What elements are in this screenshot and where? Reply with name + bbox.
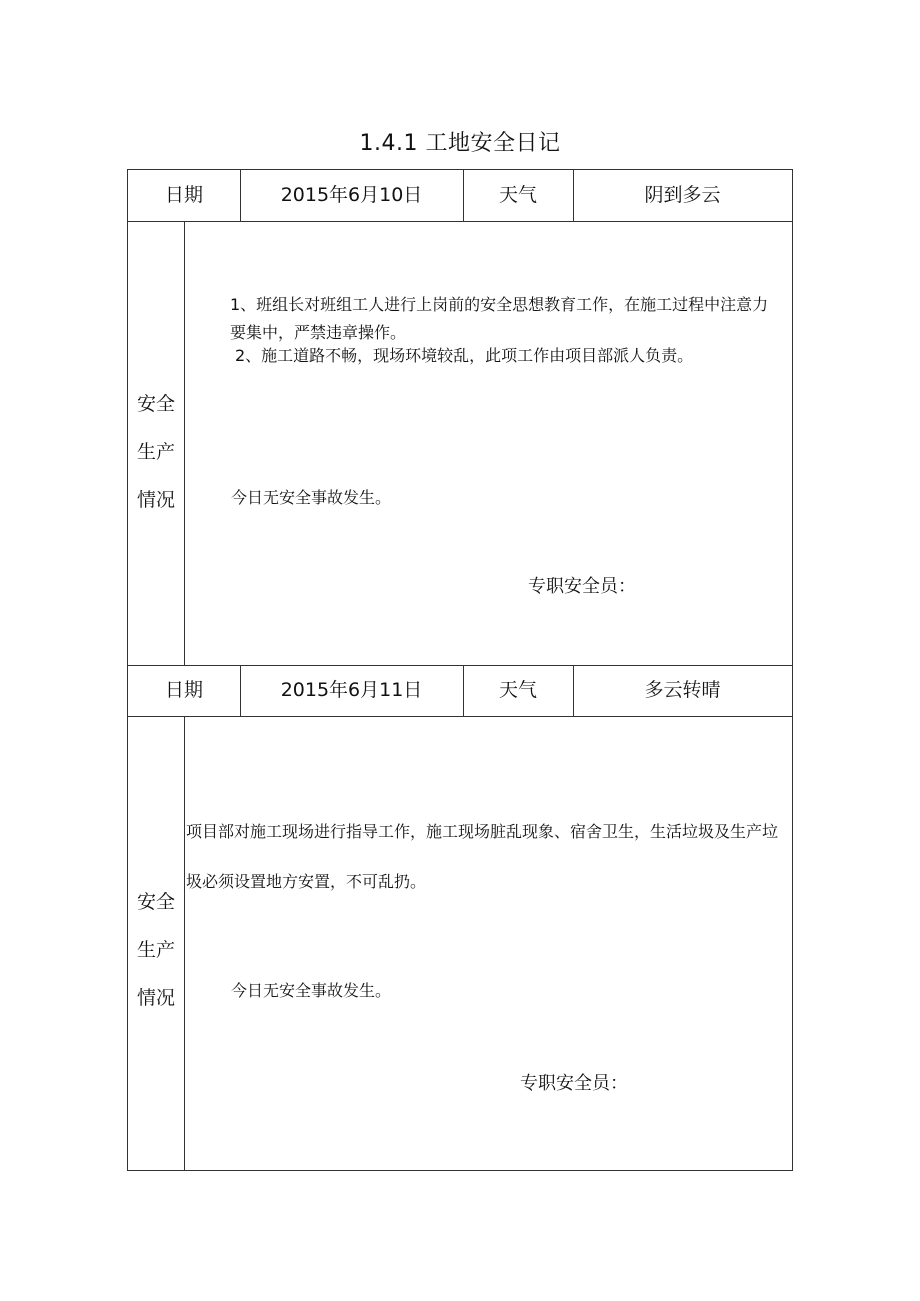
section-label-line: 生产 [136, 939, 175, 961]
divider [184, 717, 185, 1170]
page-title: 1.4.1 工地安全日记 [359, 131, 561, 156]
section-label-line: 安全 [136, 393, 175, 415]
section-label-line: 情况 [136, 489, 175, 511]
divider [573, 170, 574, 221]
section-label [128, 878, 184, 1022]
entry-header-row [128, 665, 792, 717]
no-accident-note: 今日无安全事故发生。 [231, 981, 392, 1000]
weather-value: 多云转晴 [644, 679, 721, 701]
diary-entry-1 [127, 169, 793, 666]
date-label: 日期 [164, 184, 203, 206]
divider [463, 665, 464, 716]
safety-officer-signature: 专职安全员： [528, 576, 636, 597]
divider [463, 170, 464, 221]
no-accident-note: 今日无安全事故发生。 [231, 488, 392, 507]
diary-entry-2 [127, 665, 793, 1171]
section-label [128, 380, 184, 524]
safety-officer-signature: 专职安全员： [520, 1073, 628, 1094]
divider [573, 665, 574, 716]
section-label-line: 情况 [136, 987, 175, 1009]
entry-header-row [128, 170, 792, 222]
section-label-line: 生产 [136, 441, 175, 463]
content-paragraph: 1、班组长对班组工人进行上岗前的安全思想教育工作，在施工过程中注意力要集中，严禁违章操作。 [230, 295, 769, 342]
divider [240, 170, 241, 221]
content-paragraph: 项目部对施工现场进行指导工作，施工现场脏乱现象、宿舍卫生，生活垃圾及生产垃圾必须设置地方安置，不可乱扔。 [186, 822, 779, 891]
content-paragraph: 2、施工道路不畅，现场环境较乱，此项工作由项目部派人负责。 [235, 346, 694, 365]
divider [240, 665, 241, 716]
weather-label: 天气 [498, 679, 537, 701]
divider [184, 222, 185, 665]
weather-value: 阴到多云 [644, 184, 721, 206]
date-value: 2015年6月11日 [280, 679, 423, 701]
date-value: 2015年6月10日 [280, 184, 423, 206]
section-label-line: 安全 [136, 891, 175, 913]
date-label: 日期 [164, 679, 203, 701]
weather-label: 天气 [498, 184, 537, 206]
